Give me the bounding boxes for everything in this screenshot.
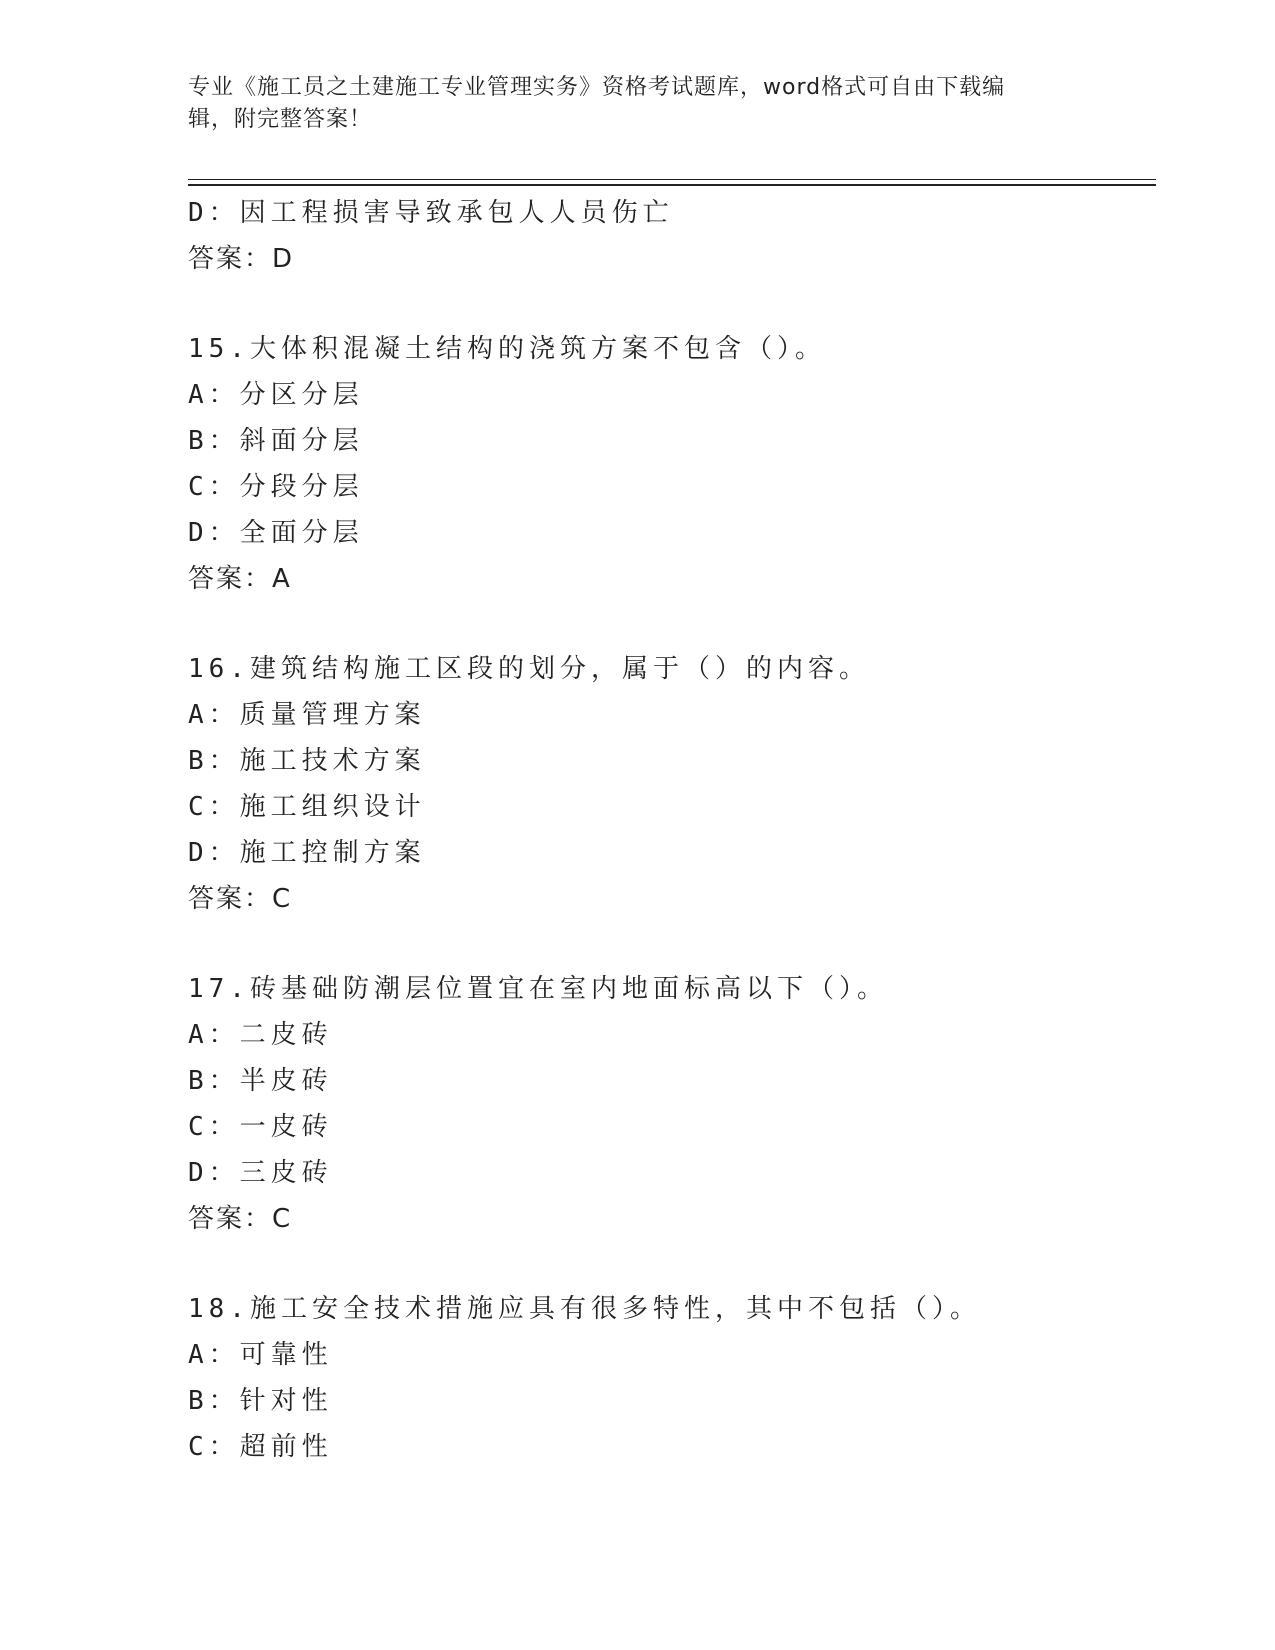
question-block-18 bbox=[188, 1286, 1148, 1470]
option-b: B：斜面分层 bbox=[188, 426, 364, 456]
question-stem: 16.建筑结构施工区段的划分，属于（）的内容。 bbox=[188, 654, 870, 684]
question-list bbox=[188, 190, 1148, 1470]
answer-line: 答案：C bbox=[188, 884, 293, 914]
option-b: B：针对性 bbox=[188, 1386, 333, 1416]
question-block-15 bbox=[188, 326, 1148, 602]
question-stem: 18.施工安全技术措施应具有很多特性，其中不包括（）。 bbox=[188, 1294, 981, 1324]
option-d: D：因工程损害导致承包人人员伤亡 bbox=[188, 198, 674, 228]
question-block-16 bbox=[188, 646, 1148, 922]
option-d: D：三皮砖 bbox=[188, 1158, 333, 1188]
question-block-17 bbox=[188, 966, 1148, 1242]
option-c: C：一皮砖 bbox=[188, 1112, 333, 1142]
header-line-1: 专业《施工员之土建施工专业管理实务》资格考试题库，word格式可自由下载编 bbox=[188, 75, 1006, 100]
question-block-previous bbox=[188, 190, 1148, 282]
option-c: C：超前性 bbox=[188, 1432, 333, 1462]
block-spacer bbox=[188, 1242, 1148, 1286]
block-spacer bbox=[188, 922, 1148, 966]
answer-line: 答案：A bbox=[188, 564, 292, 594]
option-d: D：全面分层 bbox=[188, 518, 364, 548]
block-spacer bbox=[188, 282, 1148, 326]
option-c: C：施工组织设计 bbox=[188, 792, 426, 822]
option-b: B：施工技术方案 bbox=[188, 746, 426, 776]
answer-line: 答案：C bbox=[188, 1204, 293, 1234]
option-a: A：分区分层 bbox=[188, 380, 364, 410]
answer-line: 答案：D bbox=[188, 244, 295, 274]
document-header bbox=[188, 72, 1068, 136]
header-divider-thick bbox=[188, 184, 1156, 186]
option-a: A：可靠性 bbox=[188, 1340, 333, 1370]
option-c: C：分段分层 bbox=[188, 472, 364, 502]
header-line-2: 辑，附完整答案！ bbox=[188, 107, 373, 132]
option-d: D：施工控制方案 bbox=[188, 838, 426, 868]
question-stem: 15.大体积混凝土结构的浇筑方案不包含（）。 bbox=[188, 334, 826, 364]
option-a: A：二皮砖 bbox=[188, 1020, 333, 1050]
header-divider-thin bbox=[188, 179, 1156, 180]
question-stem: 17.砖基础防潮层位置宜在室内地面标高以下（）。 bbox=[188, 974, 888, 1004]
option-a: A：质量管理方案 bbox=[188, 700, 426, 730]
option-b: B：半皮砖 bbox=[188, 1066, 333, 1096]
block-spacer bbox=[188, 602, 1148, 646]
